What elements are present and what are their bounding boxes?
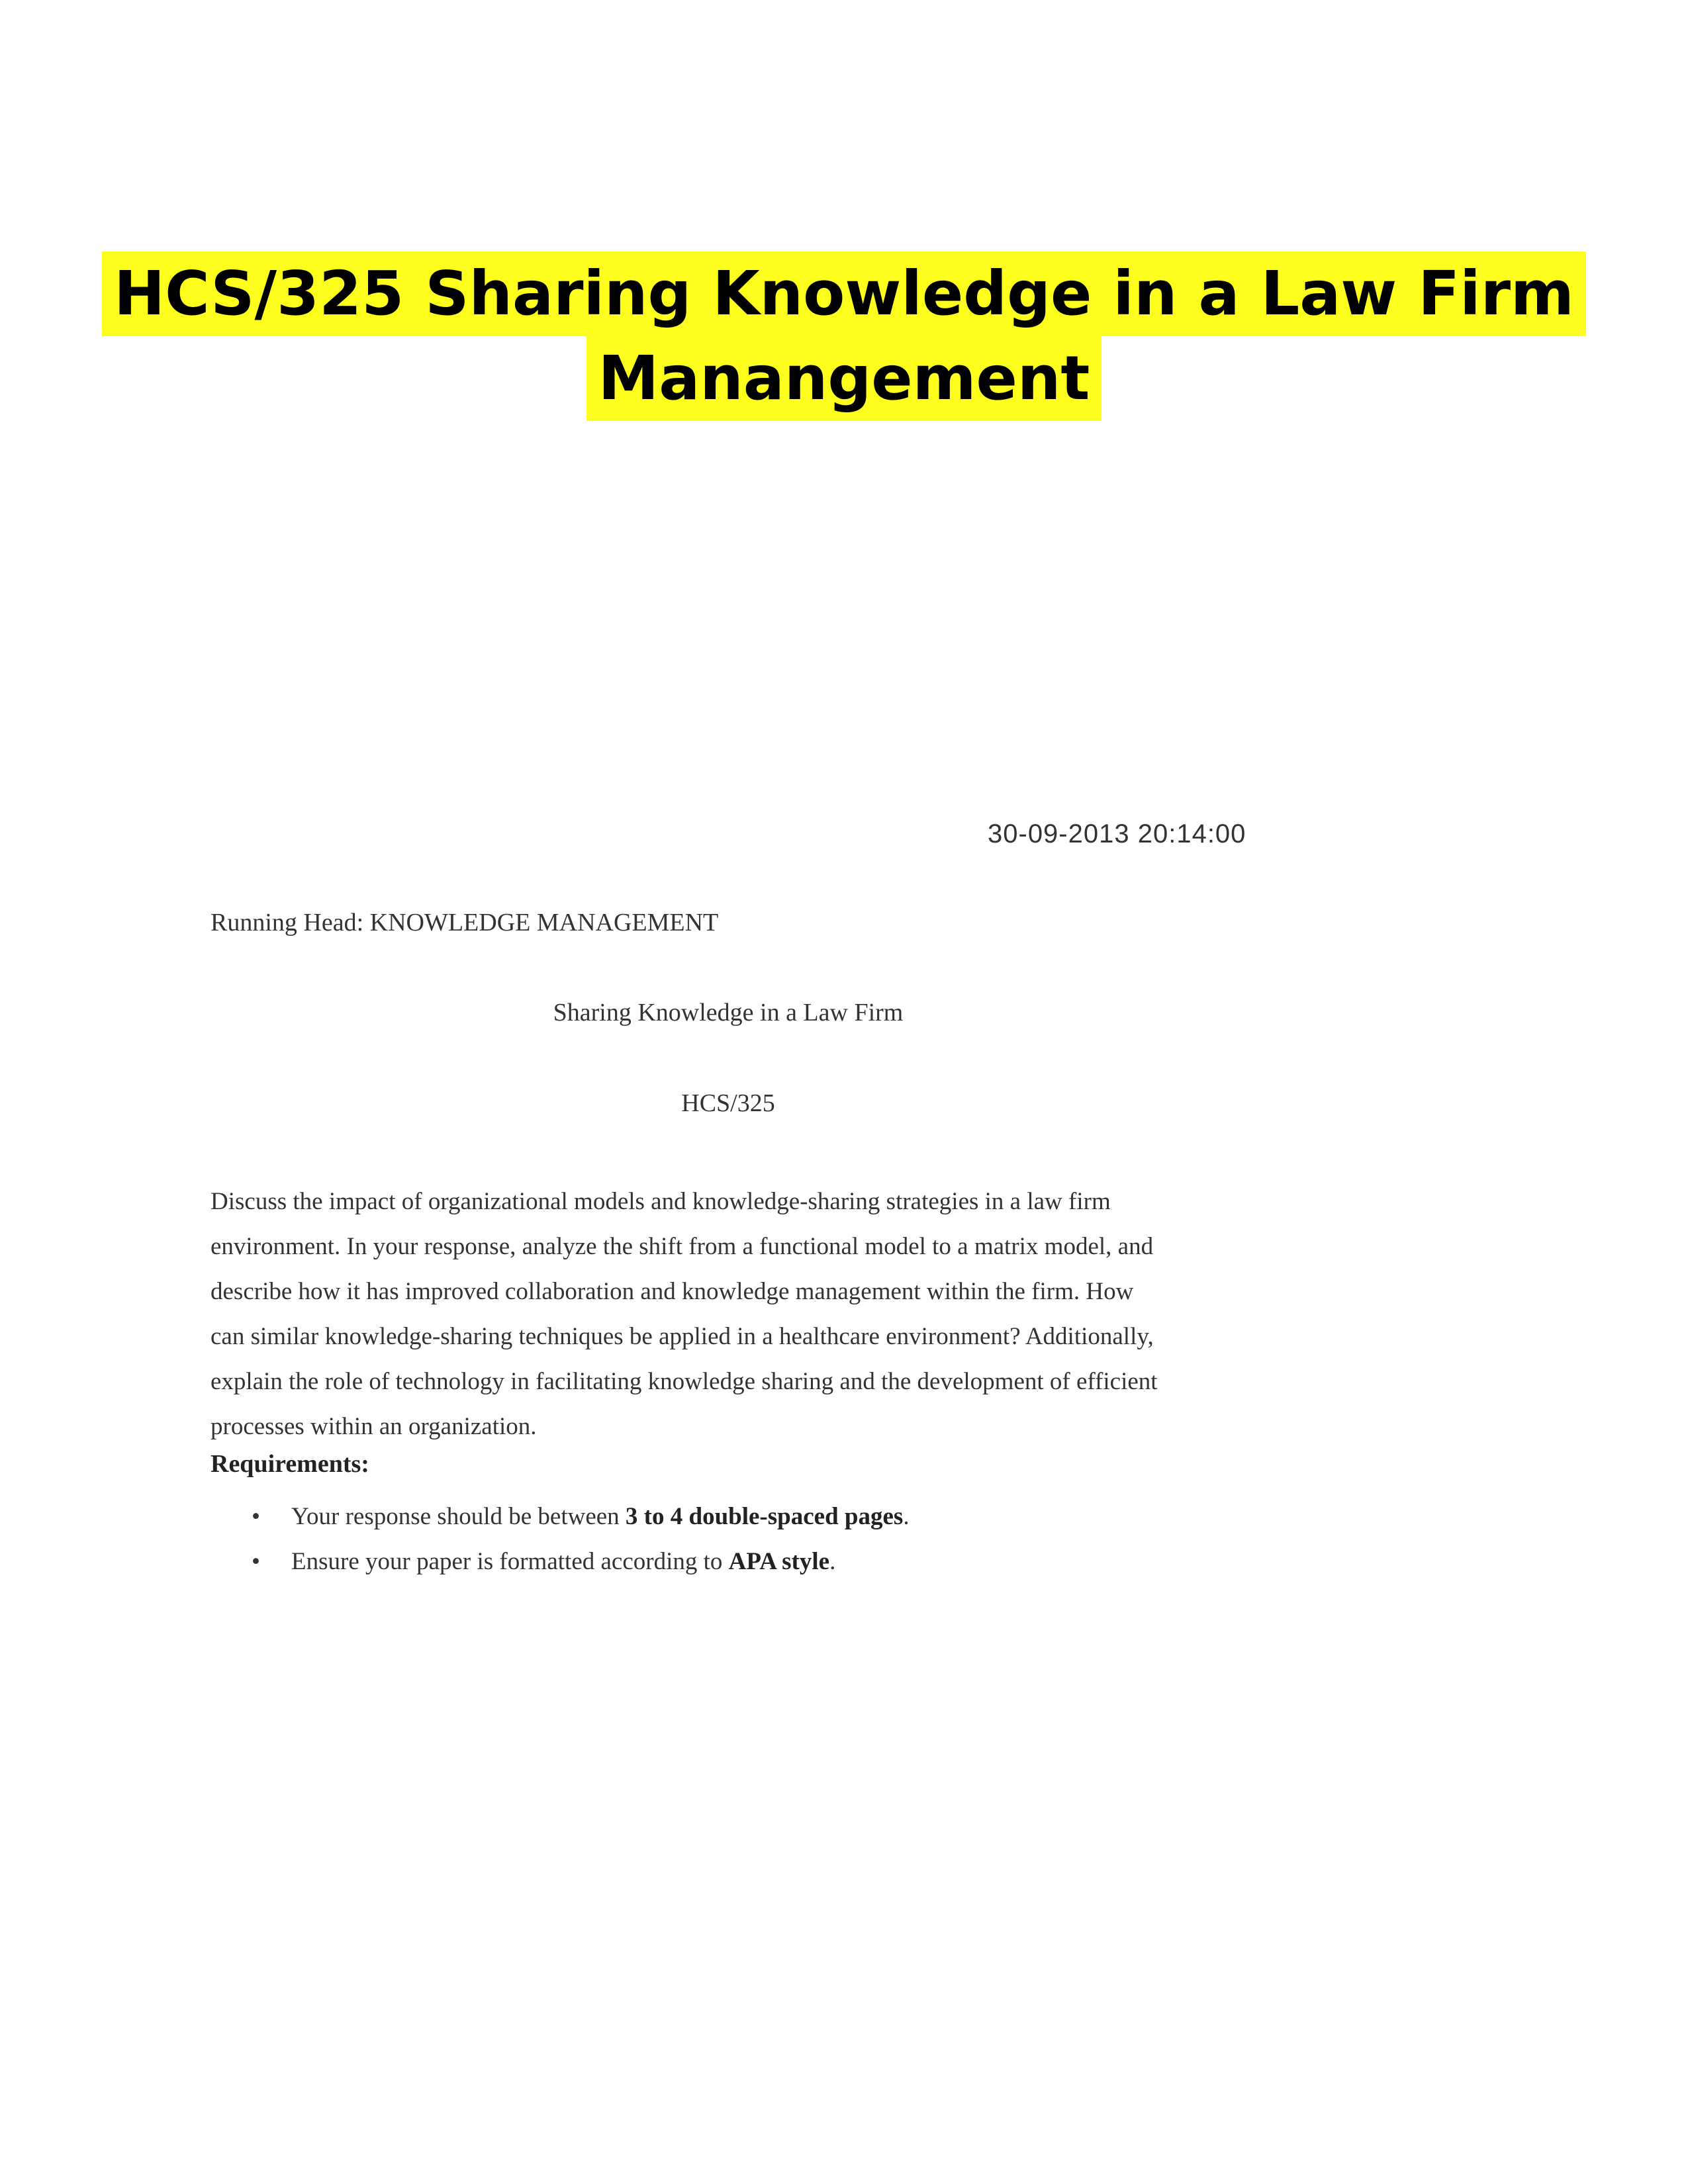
paragraph-line: explain the role of technology in facilitating knowledge sharing and the development of efficient [211,1368,1158,1395]
requirements-heading: Requirements: [211,1450,369,1478]
requirements-list [211,1494,910,1584]
running-head: Running Head: KNOWLEDGE MANAGEMENT [211,909,719,936]
course-code: HCS/325 [681,1089,775,1117]
requirement-suffix: . [829,1548,836,1575]
requirement-text: Ensure your paper is formatted according to [291,1548,729,1575]
requirement-suffix: . [903,1503,910,1530]
bullet-icon: • [252,1548,260,1575]
requirement-emphasis: 3 to 4 double-spaced pages [625,1503,904,1530]
body-paragraph [211,1179,1243,1449]
document-title: Sharing Knowledge in a Law Firm [553,999,904,1026]
bullet-icon: • [252,1503,260,1530]
timestamp: 30-09-2013 20:14:00 [988,819,1246,848]
paragraph-line: Discuss the impact of organizational models and knowledge-sharing strategies in a law firm [211,1188,1111,1215]
paragraph-line: environment. In your response, analyze the shift from a functional model to a matrix model, and [211,1233,1154,1260]
page-title-line-2: Manangement [586,336,1102,421]
paragraph-line: describe how it has improved collaboration and knowledge management within the firm. How [211,1278,1134,1305]
paragraph-line: can similar knowledge-sharing techniques be applied in a healthcare environment? Additionally, [211,1323,1154,1350]
requirement-text: Your response should be between [291,1503,626,1530]
list-item [211,1494,910,1539]
list-item [211,1539,910,1584]
requirement-emphasis: APA style [728,1548,830,1575]
page-title [0,251,1688,421]
page-title-line-1: HCS/325 Sharing Knowledge in a Law Firm [102,251,1586,336]
paragraph-line: processes within an organization. [211,1413,537,1440]
